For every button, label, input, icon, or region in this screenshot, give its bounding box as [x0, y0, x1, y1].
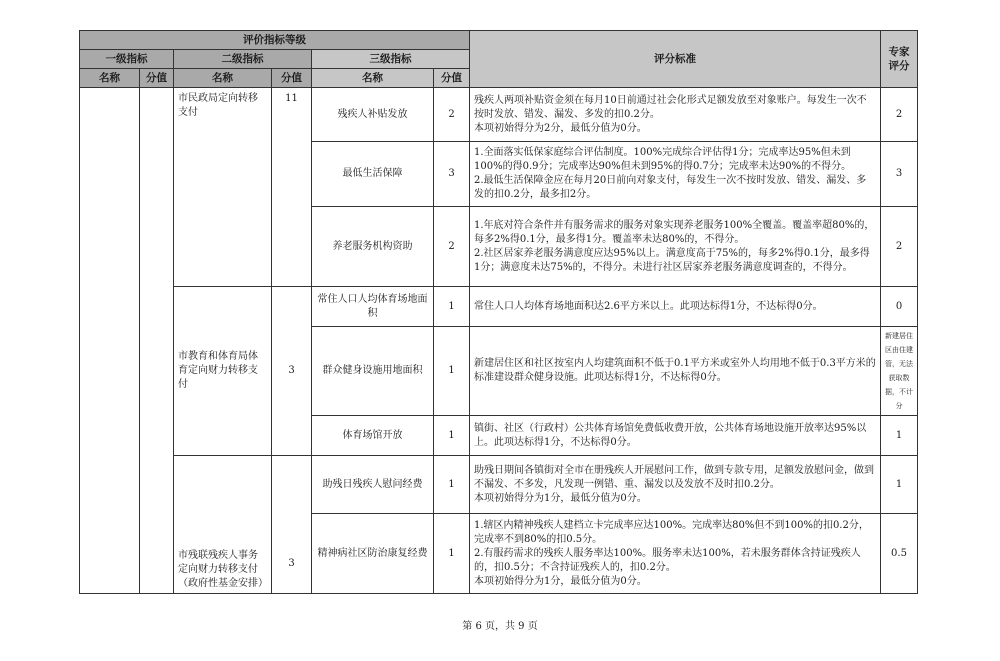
header-l1-name: 名称 [80, 69, 140, 88]
criteria-text: 1.年底对符合条件并有服务需求的服务对象实现养老服务100%全覆盖。覆盖率超80%的，每多2%得0.1分，最多得1分。覆盖率未达80%的，不得分。 2.社区居家养老服务满意度应达95%以上。满意度高于75%的，每多2%得0.1分，最多得1分；满意度未达75%的，不得分。未进行社区居家养老服务满意度调查的，不得分。 [470, 207, 881, 287]
header-l2-name: 名称 [174, 69, 272, 88]
criteria-text: 残疾人两项补贴资金须在每月10日前通过社会化形式足额发放至对象账户。每发生一次不按时发放、错发、漏发、多发的扣0.2分。 本项初始得分为2分，最低分值为0分。 [470, 88, 881, 142]
expert-score: 2 [881, 207, 918, 287]
header-l3-name: 名称 [312, 69, 434, 88]
level3-score: 2 [434, 88, 470, 142]
level3-name: 常住人口人均体育场地面积 [312, 287, 434, 327]
table-row [80, 456, 918, 514]
header-l3-score: 分值 [434, 69, 470, 88]
header-level2: 二级指标 [174, 50, 312, 69]
page-footer: 第 6 页，共 9 页 [462, 621, 538, 632]
level3-score: 1 [434, 327, 470, 416]
expert-score: 0 [881, 287, 918, 327]
level3-score: 1 [434, 514, 470, 594]
level2-score: 11 [272, 88, 312, 287]
criteria-text: 常住人口人均体育场地面积达2.6平方米以上。此项达标得1分，不达标得0分。 [470, 287, 881, 327]
level3-name: 残疾人补贴发放 [312, 88, 434, 142]
expert-score: 3 [881, 142, 918, 207]
level2-score: 3 [272, 456, 312, 594]
header-l1-score: 分值 [140, 69, 174, 88]
level3-score: 1 [434, 287, 470, 327]
level3-name: 精神病社区防治康复经费 [312, 514, 434, 594]
criteria-text: 1.辖区内精神残疾人建档立卡完成率应达100%。完成率达80%但不到100%的扣0.2分，完成率不到80%的扣0.5分。 2.有服药需求的残疾人服务率达100%。服务率未达100%，若未服务群体含持证残疾人的，扣0.5分；不含持证残疾人的，扣0.2分。 本项初始得分为1分，最低分值为0分。 [470, 514, 881, 594]
header-criteria: 评分标准 [470, 31, 881, 88]
level1-score-cell [140, 88, 174, 594]
criteria-text: 新建居住区和社区按室内人均建筑面积不低于0.1平方米或室外人均用地不低于0.3平方米的标准建设群众健身设施。此项达标得1分，不达标得0分。 [470, 327, 881, 416]
expert-score: 2 [881, 88, 918, 142]
header-level1: 一级指标 [80, 50, 174, 69]
level3-score: 1 [434, 456, 470, 514]
evaluation-table [79, 30, 918, 594]
level3-name: 养老服务机构资助 [312, 207, 434, 287]
level3-name: 体育场馆开放 [312, 416, 434, 456]
expert-note: 新建居住区由住建管，无法获取数据，不计分 [881, 327, 918, 416]
level3-score: 1 [434, 416, 470, 456]
table-row [80, 88, 918, 142]
level3-name: 群众健身设施用地面积 [312, 327, 434, 416]
expert-score: 1 [881, 416, 918, 456]
level2-score: 3 [272, 287, 312, 456]
criteria-text: 镇街、社区（行政村）公共体育场馆免费低收费开放，公共体育场地设施开放率达95%以上。此项达标得1分，不达标得0分。 [470, 416, 881, 456]
header-group: 评价指标等级 [80, 31, 470, 50]
header-l2-score: 分值 [272, 69, 312, 88]
level3-name: 助残日残疾人慰问经费 [312, 456, 434, 514]
level2-name: 市民政局定向转移支付 [174, 88, 272, 287]
criteria-text: 助残日期间各镇街对全市在册残疾人开展慰问工作，做到专款专用，足额发放慰问金，做到不漏发、不多发，凡发现一例错、重、漏发以及发放不及时扣0.2分。 本项初始得分为1分，最低分值为0分。 [470, 456, 881, 514]
expert-score: 0.5 [881, 514, 918, 594]
criteria-text: 1.全面落实低保家庭综合评估制度。100%完成综合评估得1分；完成率达95%但未到100%的得0.9分；完成率达90%但未到95%的得0.7分；完成率未达90%的不得分。 2.最低生活保障金应在每月20日前向对象支付，每发生一次不按时发放、错发、漏发、多发的扣0.2分，最多扣2分。 [470, 142, 881, 207]
level2-name: 市残联残疾人事务定向财力转移支付（政府性基金安排） [174, 456, 272, 594]
level3-score: 2 [434, 207, 470, 287]
expert-score: 1 [881, 456, 918, 514]
level1-name-cell [80, 88, 140, 594]
level3-score: 3 [434, 142, 470, 207]
level2-name: 市教育和体育局体育定向财力转移支付 [174, 287, 272, 456]
header-level3: 三级指标 [312, 50, 470, 69]
level3-name: 最低生活保障 [312, 142, 434, 207]
header-expert: 专家评分 [881, 31, 918, 88]
table-row [80, 287, 918, 327]
